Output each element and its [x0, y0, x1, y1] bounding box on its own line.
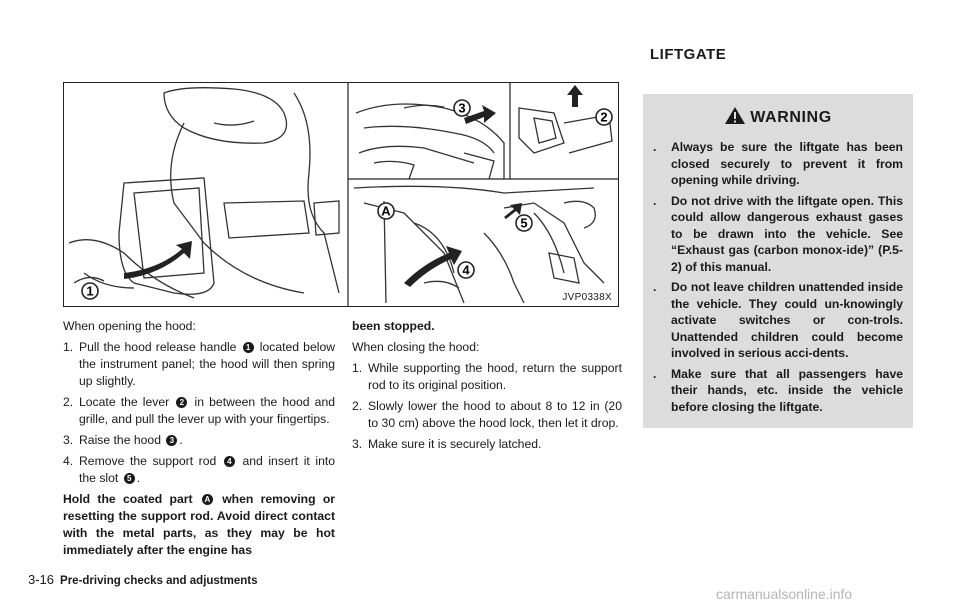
callout-5: 5 — [520, 215, 528, 231]
warning-item-1 — [653, 139, 903, 189]
step-text: located below the instrument panel; the hood will then spring up slightly. — [79, 340, 336, 388]
step-text: . — [179, 433, 183, 447]
callout-1: 1 — [86, 283, 94, 299]
figure-code: JVP0338X — [562, 292, 612, 303]
step-number: 1. — [63, 340, 74, 354]
bullet: . — [653, 140, 657, 154]
badge-1: 1 — [243, 342, 254, 353]
warning-text: Do not leave children unattended inside the vehicle. They could un-knowingly activate switches or con-trols. Unattended children could become involved in serious acci-dents. — [671, 280, 903, 360]
callout-3: 3 — [458, 100, 466, 116]
closing-step-1 — [352, 360, 622, 394]
bullet: . — [653, 280, 657, 294]
step-text: While supporting the hood, return the support rod to its original position. — [368, 361, 622, 392]
warning-item-3 — [653, 279, 903, 362]
badge-3: 3 — [166, 435, 177, 446]
opening-step-3 — [63, 432, 335, 449]
callout-4: 4 — [462, 262, 470, 278]
step-number: 3. — [63, 433, 74, 447]
step-number: 1. — [352, 361, 363, 375]
opening-step-1 — [63, 339, 335, 390]
opening-step-4 — [63, 453, 335, 487]
hood-figure — [63, 82, 619, 307]
step-text: Locate the lever — [79, 395, 170, 409]
warning-box — [643, 94, 913, 428]
closing-intro: When closing the hood: — [352, 340, 480, 354]
step-text: Make sure it is securely latched. — [368, 437, 542, 451]
warning-text: Always be sure the liftgate has been closed securely to prevent it from opening while driving. — [671, 140, 903, 187]
page-footer — [28, 572, 258, 587]
step-text: Raise the hood — [79, 433, 161, 447]
step-number: 2. — [63, 395, 74, 409]
caution-continuation: been stopped. — [352, 319, 435, 333]
footer-section: Pre-driving checks and adjustments — [60, 575, 258, 587]
warning-text: Make sure that all passengers have their hands, etc. inside the vehicle before closing the liftgate. — [671, 366, 903, 414]
hood-illustration — [64, 83, 618, 306]
warning-text: Do not drive with the liftgate open. This could allow dangerous exhaust gases to be drawn into the vehicle. See “Exhaust gas (carbon monox-ide)” (P.5-2) of this manual. — [671, 193, 903, 274]
warning-triangle-icon — [724, 106, 746, 125]
bullet: . — [653, 193, 657, 208]
opening-instructions — [63, 318, 335, 563]
step-text: Remove the support rod — [79, 454, 217, 468]
closing-instructions — [352, 318, 622, 457]
warning-item-4 — [653, 366, 903, 416]
warning-heading — [653, 106, 903, 127]
badge-4: 4 — [224, 456, 235, 467]
caution-text-part: Hold the coated part — [63, 492, 193, 506]
bullet: . — [653, 366, 657, 381]
badge-a: A — [202, 494, 213, 505]
step-text: Pull the hood release handle — [79, 340, 237, 354]
page-number: 3-16 — [28, 572, 55, 587]
step-number: 4. — [63, 454, 74, 468]
opening-intro: When opening the hood: — [63, 319, 196, 333]
step-number: 3. — [352, 437, 363, 451]
badge-2: 2 — [176, 397, 187, 408]
badge-5: 5 — [124, 473, 135, 484]
step-text: and insert it into the slot — [79, 454, 336, 485]
step-text: Slowly lower the hood to about 8 to 12 in (20 to 30 cm) above the hood lock, then let it drop. — [368, 399, 622, 430]
caution-text — [63, 491, 335, 559]
caution-text-part: when removing or resetting the support rod. Avoid direct contact with the metal parts, as they may be hot immediately after the engine has — [63, 492, 336, 557]
warning-item-2 — [653, 193, 903, 276]
warning-title: WARNING — [750, 109, 832, 126]
closing-step-2 — [352, 398, 622, 432]
closing-step-3 — [352, 436, 622, 453]
callout-a: A — [381, 203, 391, 219]
section-title: LIFTGATE — [650, 46, 727, 63]
step-text: . — [136, 471, 141, 485]
step-text: in between the hood and grille, and pull the lever up with your fingertips. — [79, 395, 336, 426]
watermark: carmanualsonline.info — [716, 586, 853, 602]
step-number: 2. — [352, 399, 363, 413]
opening-step-2 — [63, 394, 335, 428]
callout-2: 2 — [600, 109, 608, 125]
